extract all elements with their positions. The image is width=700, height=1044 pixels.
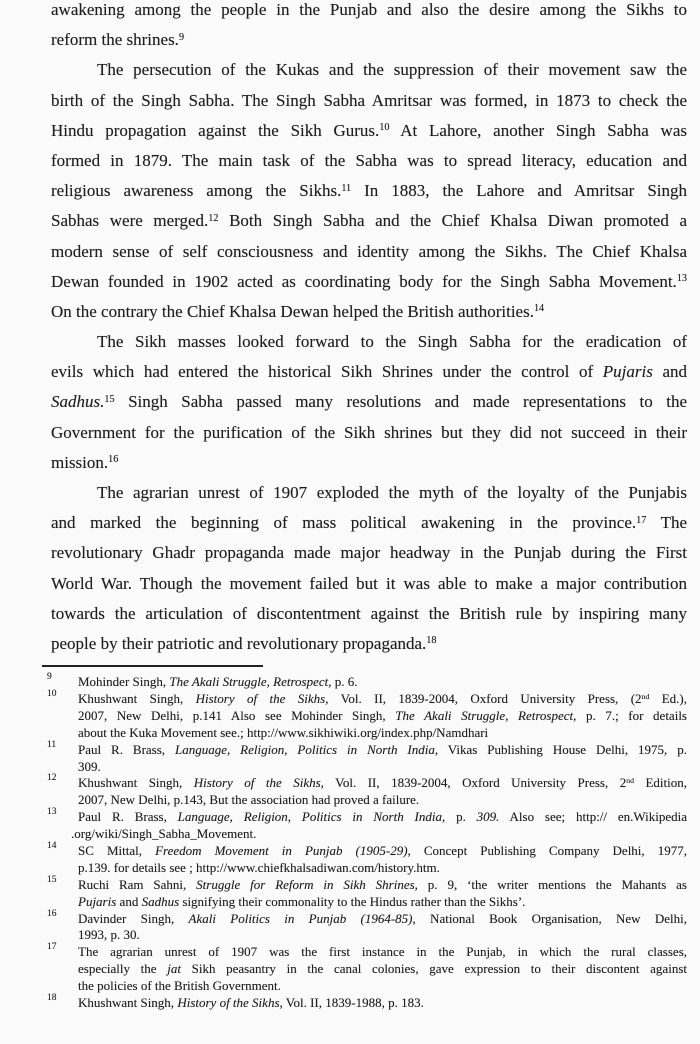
italic-text: Language, Religion, Politics in North India, — [177, 809, 446, 825]
text-run: especially the — [78, 961, 168, 977]
text-run: about the Kuka Movement see.; http://www.sikhiwiki.org/index.php/Namdhari — [78, 724, 489, 740]
footnote-text — [78, 742, 687, 776]
text-run: and — [116, 893, 142, 909]
footnote-11 — [47, 739, 687, 776]
text-line — [78, 792, 687, 809]
text-run: The persecution of the Kukas and the suppression of their movement saw the — [97, 60, 687, 80]
text-run: towards the articulation of discontentment against the British rule by inspiring many — [51, 603, 687, 623]
text-line — [51, 86, 687, 116]
footnote-13 — [47, 807, 687, 843]
text-line — [51, 267, 687, 297]
text-run: religious awareness among the Sikhs. — [51, 181, 342, 201]
superscript-ref: nd — [626, 776, 635, 786]
footnote-text — [78, 911, 687, 945]
text-line — [78, 725, 687, 742]
text-run: 309. — [78, 758, 101, 774]
footnote-text — [78, 843, 687, 877]
text-run: Singh Sabha passed many resolutions and made representations to the — [114, 392, 687, 412]
italic-text: Pujaris — [78, 893, 117, 909]
italic-text: History of the Sikhs, — [177, 995, 283, 1011]
text-run: reform the shrines. — [51, 30, 179, 50]
footnote-number: 9 — [47, 672, 52, 683]
italic-text: History of the Sikhs, — [193, 775, 324, 791]
text-line — [51, 0, 687, 25]
footnote-15 — [47, 874, 687, 911]
text-run: modern sense of self consciousness and identity among the Sikhs. The Chief Khalsa — [51, 241, 687, 261]
footnote-separator — [42, 665, 263, 667]
footnote-9 — [47, 672, 687, 691]
text-run: At Lahore, another Singh Sabha was — [389, 120, 687, 140]
text-run: Concept Publishing Company Delhi, 1977, — [410, 843, 687, 859]
text-run: Dewan founded in 1902 acted as coordinating body for the Singh Sabha Movement. — [51, 271, 677, 291]
text-line — [78, 742, 687, 759]
text-line — [51, 629, 687, 659]
text-line — [78, 775, 687, 792]
text-run: signifying their commonality to the Hindus rather than the Sikhs’. — [179, 893, 526, 909]
text-run: Mohinder Singh, — [78, 674, 170, 690]
superscript-ref: 15 — [104, 393, 115, 405]
text-run: Both Singh Sabha and the Chief Khalsa Diwan promoted a — [218, 211, 687, 231]
text-run: Vikas Publishing House Delhi, 1975, p. — [438, 741, 687, 757]
footnote-number: 15 — [47, 874, 57, 885]
footnote-text — [78, 995, 687, 1012]
text-line — [51, 55, 687, 85]
superscript-ref: 14 — [533, 303, 545, 315]
footnote-number: 13 — [47, 807, 57, 818]
superscript-ref: 18 — [426, 635, 437, 647]
text-run: Davinder Singh, — [78, 910, 189, 926]
text-run: people by their patriotic and revolutionary propaganda. — [51, 633, 427, 653]
text-line — [78, 809, 687, 826]
text-run: Also see; http:// en.Wikipedia — [499, 809, 687, 825]
text-run: Paul R. Brass, — [78, 741, 175, 757]
superscript-ref: 13 — [676, 273, 687, 285]
italic-text: Akali Politics in Punjab (1964-85), — [188, 910, 416, 926]
text-line — [71, 826, 687, 843]
italic-text: Language, Religion, Politics in North India, — [174, 741, 439, 757]
body-text — [51, 0, 687, 659]
footnote-number: 10 — [47, 689, 57, 700]
text-run: Ed.), — [649, 691, 687, 707]
text-line — [78, 995, 687, 1012]
italic-text: Struggle for Reform in Sikh Shrines, — [196, 876, 418, 892]
italic-text: 309. — [476, 809, 500, 825]
superscript-ref: 10 — [379, 122, 390, 134]
text-run: World War. Though the movement failed but it was able to make a major contribution — [51, 573, 687, 593]
text-line — [51, 206, 687, 236]
text-run: Hindu propagation against the Sikh Gurus. — [51, 120, 380, 140]
text-run: Vol. II, 1839-2004, Oxford University Press, (2 — [328, 691, 642, 707]
text-run: birth of the Singh Sabha. The Singh Sabha Amritsar was formed, in 1873 to check the — [51, 90, 687, 110]
superscript-ref: 16 — [108, 454, 119, 466]
text-run: SC Mittal, — [78, 843, 156, 859]
italic-text: The Akali Struggle, Retrospect, — [395, 707, 577, 723]
text-run: In 1883, the Lahore and Amritsar Singh — [351, 181, 687, 201]
text-line — [51, 478, 687, 508]
text-run: The agrarian unrest of 1907 was the first instance in the Punjab, in which the rural classes, — [78, 944, 687, 960]
superscript-ref: 17 — [636, 514, 647, 526]
text-run: Khushwant Singh, — [78, 775, 194, 791]
footnote-number: 12 — [47, 773, 57, 784]
text-run: The — [646, 513, 687, 533]
text-run: formed in 1879. The main task of the Sabha was to spread literacy, education and — [51, 150, 687, 170]
text-run: Edition, — [634, 775, 687, 791]
text-run: Paul R. Brass, — [78, 809, 178, 825]
text-line — [51, 237, 687, 267]
text-line — [78, 674, 687, 691]
text-line — [51, 448, 687, 478]
footnote-text — [78, 877, 687, 911]
text-run: awakening among the people in the Punjab and also the desire among the Sikhs to — [51, 0, 687, 19]
text-run: On the contrary the Chief Khalsa Dewan helped the British authorities. — [51, 301, 534, 321]
footnote-10 — [47, 689, 687, 742]
text-run: .org/wiki/Singh_Sabha_Movement. — [71, 826, 257, 842]
footnote-text — [78, 674, 687, 691]
footnote-12 — [47, 773, 687, 809]
text-line — [51, 176, 687, 206]
text-run: Sabhas were merged. — [51, 211, 209, 231]
paragraph-continuation — [51, 0, 687, 55]
italic-text: Freedom Movement in Punjab (1905-29), — [155, 843, 411, 859]
italic-text: History of the Sikhs, — [195, 691, 329, 707]
text-line — [51, 357, 687, 387]
text-run: p.139. for details see ; http://www.chiefkhalsadiwan.com/history.htm. — [78, 859, 440, 875]
text-run: Ruchi Ram Sahni, — [78, 876, 197, 892]
footnote-text — [78, 944, 687, 995]
footnote-16 — [47, 908, 687, 945]
footnotes-section — [47, 672, 687, 1012]
superscript-ref: 11 — [341, 182, 352, 194]
text-run: Government for the purification of the Sikh shrines but they did not succeed in their — [51, 422, 687, 442]
text-line — [78, 978, 687, 995]
text-line — [51, 116, 687, 146]
text-line — [51, 146, 687, 176]
page-content — [47, 0, 687, 1012]
footnote-17 — [47, 942, 687, 995]
superscript-ref: 9 — [178, 31, 185, 43]
text-line — [51, 508, 687, 538]
text-run: The agrarian unrest of 1907 exploded the myth of the loyalty of the Punjabis — [97, 483, 687, 502]
footnote-14 — [47, 841, 687, 877]
italic-text: Sadhus. — [51, 392, 105, 412]
superscript-ref: 12 — [208, 212, 219, 224]
text-line — [51, 418, 687, 448]
text-run: revolutionary Ghadr propaganda made major headway in the Punjab during the First — [51, 543, 687, 563]
text-run: evils which had entered the historical Sikh Shrines under the control of — [51, 362, 603, 382]
footnote-number: 17 — [47, 942, 57, 953]
text-line — [78, 877, 687, 894]
text-line — [78, 894, 687, 911]
italic-text: jat — [167, 961, 181, 977]
footnote-number: 16 — [47, 908, 57, 919]
text-run: Sikh peasantry in the canal colonies, gave expression to their discontent against — [180, 961, 687, 977]
text-line — [78, 860, 687, 877]
text-run: National Book Organisation, New Delhi, — [415, 910, 687, 926]
text-line — [51, 599, 687, 629]
paragraph-agrarian-unrest — [51, 478, 687, 659]
italic-text: Sadhus — [141, 893, 180, 909]
text-run: p. 9, ‘the writer mentions the Mahants as — [417, 876, 687, 892]
text-run: and marked the beginning of mass political awakening in the province. — [51, 513, 637, 533]
text-line — [78, 843, 687, 860]
paragraph-singh-sabha — [51, 55, 687, 327]
text-line — [51, 25, 687, 55]
text-line — [51, 297, 687, 327]
text-line — [51, 538, 687, 568]
text-line — [51, 387, 687, 417]
text-run: 2007, New Delhi, p.143, But the association had proved a failure. — [78, 792, 420, 808]
footnote-text — [78, 691, 687, 742]
text-line — [78, 691, 687, 708]
text-run: 2007, New Delhi, p.141 Also see Mohinder Singh, — [78, 707, 396, 723]
text-run: Vol. II, 1839-2004, Oxford University Press, 2 — [323, 775, 627, 791]
text-run: p. — [445, 809, 477, 825]
footnote-number: 11 — [47, 739, 57, 750]
footnote-text — [71, 809, 687, 843]
text-line — [78, 961, 687, 978]
text-line — [51, 327, 687, 357]
text-line — [78, 927, 687, 944]
footnote-number: 14 — [47, 841, 57, 852]
footnote-18 — [47, 993, 687, 1012]
text-run: Vol. II, 1839-1988, p. 183. — [282, 995, 424, 1011]
italic-text: The Akali Struggle, Retrospect, — [169, 674, 332, 690]
text-run: Khushwant Singh, — [78, 691, 196, 707]
text-line — [78, 708, 687, 725]
footnote-text — [78, 775, 687, 809]
text-run: the policies of the British Government. — [78, 978, 281, 994]
text-run: and — [652, 362, 687, 382]
text-line — [78, 911, 687, 928]
italic-text: Pujaris — [602, 362, 653, 382]
text-run: Khushwant Singh, — [78, 995, 178, 1011]
paragraph-sikh-masses — [51, 327, 687, 478]
text-line — [78, 759, 687, 776]
text-run: p. 7.; for details — [576, 707, 687, 723]
footnote-number: 18 — [47, 993, 57, 1004]
text-run: The Sikh masses looked forward to the Singh Sabha for the eradication of — [97, 332, 687, 352]
text-run: mission. — [51, 452, 109, 472]
text-run: p. 6. — [331, 674, 358, 690]
superscript-ref: nd — [641, 691, 650, 701]
text-line — [78, 944, 687, 961]
text-run: 1993, p. 30. — [78, 927, 140, 943]
text-line — [51, 569, 687, 599]
